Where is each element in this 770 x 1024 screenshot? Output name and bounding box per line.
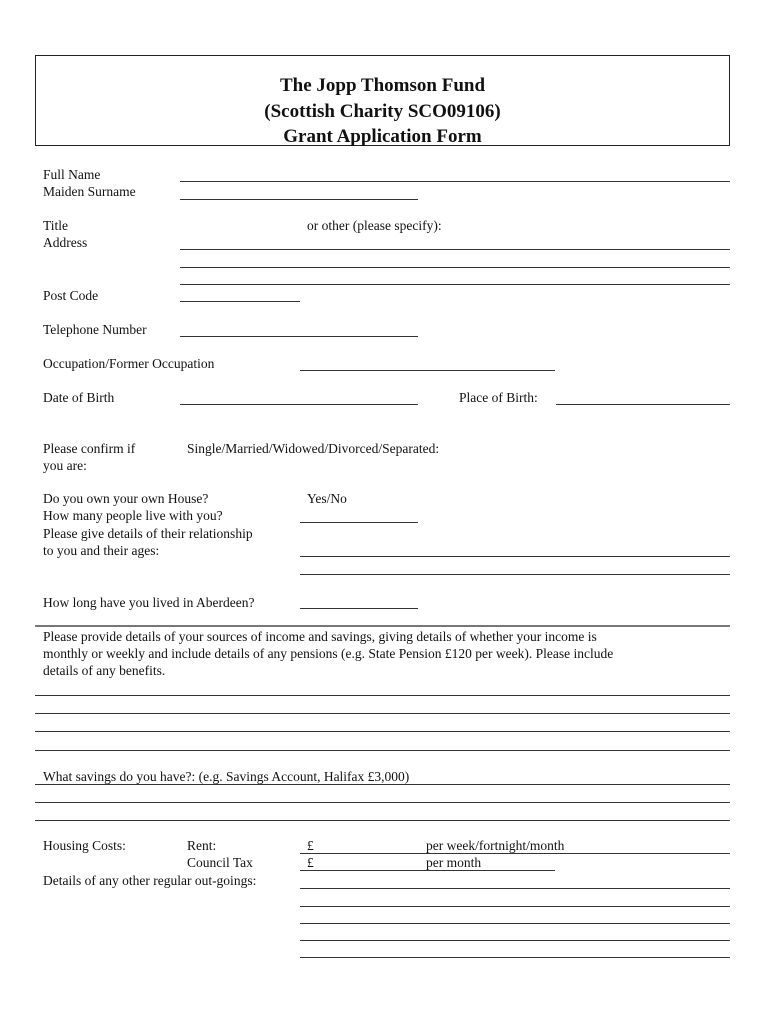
maiden-surname-field[interactable] bbox=[180, 199, 418, 200]
rent-field[interactable] bbox=[300, 853, 730, 854]
savings-field-line-2[interactable] bbox=[35, 802, 730, 803]
telephone-field[interactable] bbox=[180, 336, 418, 337]
outgoings-field-line-1[interactable] bbox=[300, 888, 730, 889]
rent-label: Rent: bbox=[187, 838, 217, 853]
charity-number: (Scottish Charity SCO09106) bbox=[264, 100, 501, 122]
dob-field[interactable] bbox=[180, 404, 418, 405]
savings-field-line-1[interactable] bbox=[35, 784, 730, 785]
form-title: Grant Application Form bbox=[283, 126, 482, 147]
council-tax-currency: £ bbox=[307, 855, 314, 870]
income-instructions-line-1: Please provide details of your sources of income and savings, giving details of whether your income is bbox=[43, 629, 597, 644]
income-instructions-line-2: monthly or weekly and include details of any pensions (e.g. State Pension £120 per week). Please include bbox=[43, 646, 614, 661]
housing-costs-label: Housing Costs: bbox=[43, 838, 126, 853]
people-live-label: How many people live with you? bbox=[43, 508, 223, 523]
confirm-label-line-1: Please confirm if bbox=[43, 441, 136, 456]
lived-aberdeen-field[interactable] bbox=[300, 608, 418, 609]
relationship-field-line-2[interactable] bbox=[300, 574, 730, 575]
outgoings-field-line-5[interactable] bbox=[300, 957, 730, 958]
rent-currency: £ bbox=[307, 838, 314, 853]
occupation-field[interactable] bbox=[300, 370, 555, 371]
dob-label: Date of Birth bbox=[43, 390, 115, 405]
outgoings-label: Details of any other regular out-goings: bbox=[43, 873, 257, 888]
occupation-label: Occupation/Former Occupation bbox=[43, 356, 215, 371]
place-of-birth-label: Place of Birth: bbox=[459, 390, 538, 405]
full-name-field[interactable] bbox=[180, 181, 730, 182]
yes-no-options: Yes/No bbox=[307, 491, 347, 506]
income-field-line-3[interactable] bbox=[35, 731, 730, 732]
income-field-line-4[interactable] bbox=[35, 750, 730, 751]
lived-aberdeen-label: How long have you lived in Aberdeen? bbox=[43, 595, 255, 610]
people-live-field[interactable] bbox=[300, 522, 418, 523]
title-label: Title bbox=[43, 218, 69, 233]
council-tax-field[interactable] bbox=[300, 870, 555, 871]
fund-name: The Jopp Thomson Fund bbox=[279, 75, 486, 96]
title-box bbox=[35, 55, 730, 146]
telephone-label: Telephone Number bbox=[43, 322, 147, 337]
outgoings-field-line-3[interactable] bbox=[300, 923, 730, 924]
income-section-divider bbox=[35, 625, 730, 627]
income-field-line-1[interactable] bbox=[35, 695, 730, 696]
own-house-label: Do you own your own House? bbox=[43, 491, 209, 506]
confirm-label-line-2: you are: bbox=[43, 458, 87, 473]
savings-field-line-3[interactable] bbox=[35, 820, 730, 821]
post-code-label: Post Code bbox=[43, 288, 99, 303]
income-field-line-2[interactable] bbox=[35, 713, 730, 714]
relationship-label-line-2: to you and their ages: bbox=[43, 543, 160, 558]
maiden-surname-label: Maiden Surname bbox=[43, 184, 136, 199]
address-field-line-3[interactable] bbox=[180, 284, 730, 285]
marital-status-options: Single/Married/Widowed/Divorced/Separated: bbox=[187, 441, 440, 456]
title-other-label: or other (please specify): bbox=[307, 218, 442, 233]
relationship-label-line-1: Please give details of their relationship bbox=[43, 526, 253, 541]
income-instructions-line-3: details of any benefits. bbox=[43, 663, 166, 678]
outgoings-field-line-2[interactable] bbox=[300, 906, 730, 907]
address-field-line-2[interactable] bbox=[180, 267, 730, 268]
savings-label: What savings do you have?: (e.g. Savings Account, Halifax £3,000) bbox=[43, 769, 410, 784]
outgoings-field-line-4[interactable] bbox=[300, 940, 730, 941]
post-code-field[interactable] bbox=[180, 301, 300, 302]
relationship-field-line-1[interactable] bbox=[300, 556, 730, 557]
address-field-line-1[interactable] bbox=[180, 249, 730, 250]
full-name-label: Full Name bbox=[43, 167, 101, 182]
council-tax-period-label: per month bbox=[426, 855, 482, 870]
council-tax-label: Council Tax bbox=[187, 855, 253, 870]
rent-period-label: per week/fortnight/month bbox=[426, 838, 565, 853]
address-label: Address bbox=[43, 235, 88, 250]
place-of-birth-field[interactable] bbox=[556, 404, 730, 405]
